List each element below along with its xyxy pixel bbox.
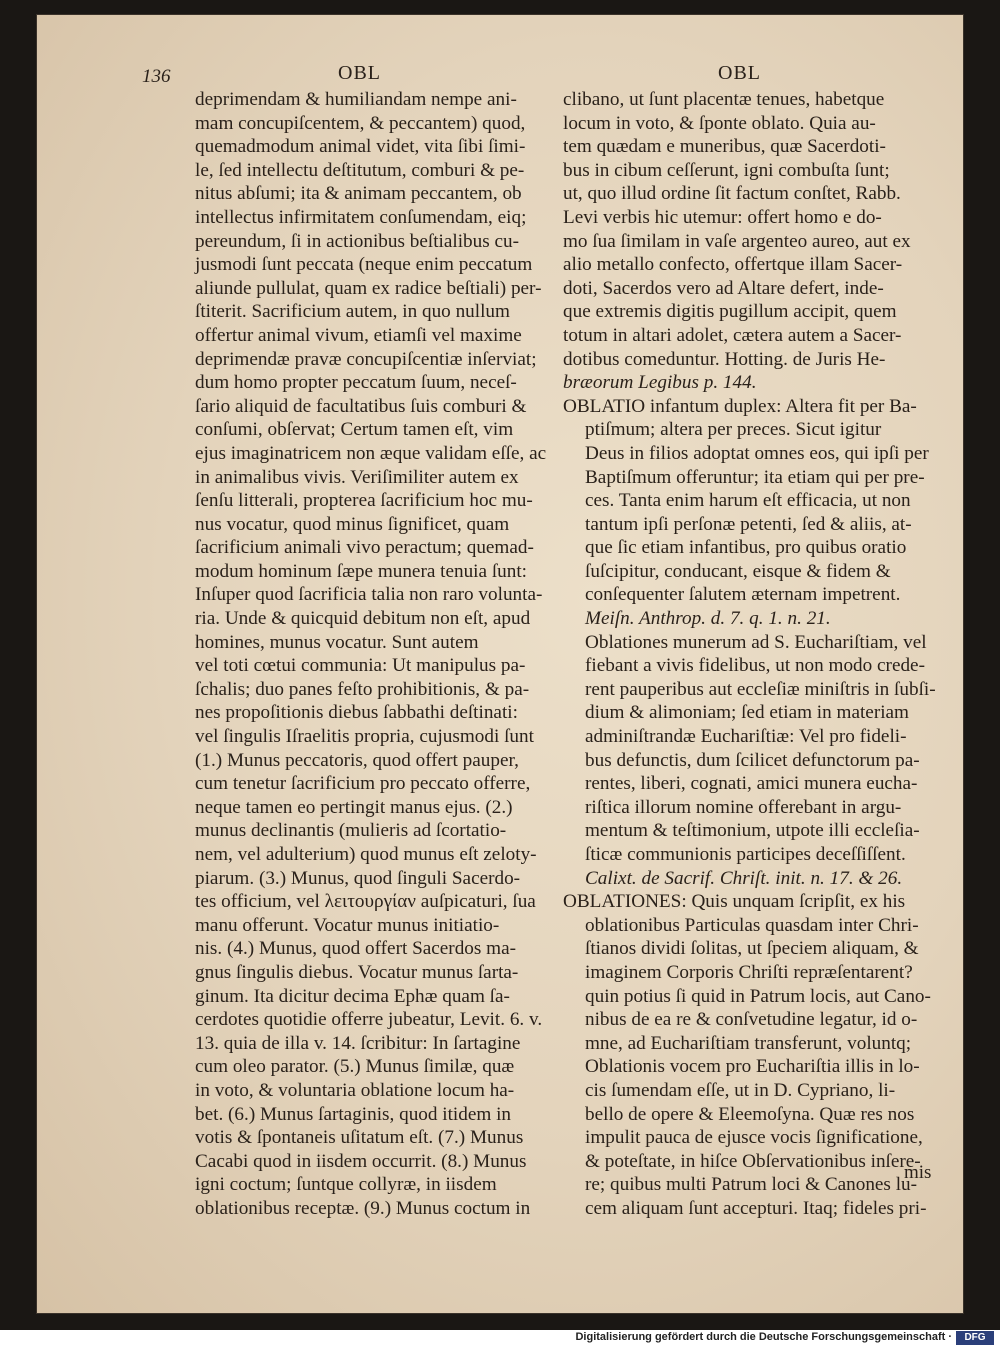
text-line: quemadmodum animal videt, vita ſibi ſimi- — [195, 136, 526, 158]
entry-heading-line: OBLATIONES: Quis unquam ſcripſit, ex his — [563, 891, 906, 913]
text-line: conſequenter ſalutem æternam impetrent. — [585, 584, 901, 606]
text-line: Levi verbis hic utemur: offert homo e do- — [563, 206, 882, 228]
text-line: bello de opere & Eleemoſyna. Quæ res nos — [585, 1103, 915, 1125]
text-line: bus defunctis, dum ſcilicet defunctorum pa- — [585, 749, 920, 771]
text-line: ut, quo illud ordine ſit factum conſtet, Rabb. — [563, 183, 901, 205]
right-text-column — [563, 88, 949, 1221]
text-line: Meiſn. Anthrop. d. 7. q. 1. n. 21. — [585, 608, 831, 630]
text-line: offertur animal vivum, etiamſi vel maxime — [195, 324, 522, 346]
running-head-right: OBL — [718, 62, 761, 84]
text-line: que ſic etiam infantibus, pro quibus oratio — [585, 537, 907, 559]
dfg-logo: DFG — [956, 1331, 994, 1345]
text-line: cum oleo parator. (5.) Munus ſimilæ, quæ — [195, 1056, 515, 1078]
text-line: ſenſu litterali, propterea ſacrificium hoc mu- — [195, 490, 533, 512]
text-line: Calixt. de Sacrif. Chriſt. init. n. 17. & 26. — [585, 867, 903, 889]
text-line: ginum. Ita dicitur decima Ephæ quam ſa- — [195, 985, 510, 1007]
catchword: mis — [904, 1162, 932, 1183]
text-line: tantum ipſi perſonæ petenti, ſed & aliis, at- — [585, 513, 912, 535]
text-line: ſchalis; duo panes feſto prohibitionis, & pa- — [195, 678, 530, 700]
text-line: (1.) Munus peccatoris, quod offert pauper, — [195, 749, 519, 771]
text-line: dum homo propter peccatum ſuum, neceſ- — [195, 372, 517, 394]
text-line: conſumi, obſervat; Certum tamen eſt, vim — [195, 419, 514, 441]
text-line: nus vocatur, quod minus ſignificet, quam — [195, 513, 510, 535]
entry-heading-line: OBLATIO infantum duplex: Altera fit per Ba- — [563, 395, 917, 417]
text-line: aliunde pullulat, quam ex radice beſtiali) per- — [195, 277, 542, 299]
text-line: nem, vel adulterium) quod munus eſt zeloty- — [195, 844, 537, 865]
text-line: re; quibus multi Patrum loci & Canones lu- — [585, 1174, 918, 1196]
text-line: clibano, ut ſunt placentæ tenues, habetque — [563, 89, 885, 110]
text-line: tes officium, vel λειτουργίαν auſpicaturi, ſua — [195, 891, 536, 913]
text-line: ſtianos dividi ſolitas, ut ſpeciem aliquam, & — [585, 938, 919, 960]
text-line: ſticæ communionis participes deceſſiſſent. — [585, 844, 906, 865]
text-line: in voto, & voluntaria oblatione locum ha- — [195, 1079, 515, 1101]
text-line: dium & alimoniam; ſed etiam in materiam — [585, 702, 909, 724]
text-line: Cacabi quod in iisdem occurrit. (8.) Munus — [195, 1150, 527, 1172]
text-line: cum tenetur ſacrificium pro peccato offerre, — [195, 773, 531, 795]
left-text-column — [195, 88, 551, 1221]
text-line: mo ſua ſimilam in vaſe argenteo aureo, aut ex — [563, 230, 911, 252]
text-line: igni coctum; ſuntque collyræ, in iisdem — [195, 1174, 497, 1196]
text-line: & poteſtate, in hiſce Obſervationibus inſere- — [585, 1150, 921, 1172]
text-line: ſacrificium animali vivo peractum; quemad- — [195, 537, 534, 559]
text-line: manu offerunt. Vocatur munus initiatio- — [195, 914, 500, 936]
text-line: dotibus comeduntur. Hotting. de Juris He- — [563, 348, 886, 370]
text-line: gnus ſingulis diebus. Vocatur munus ſarta- — [195, 961, 519, 983]
text-line: ſtiterit. Sacrificium autem, in quo nullum — [195, 301, 510, 323]
text-line: mne, ad Euchariſtiam transferunt, voluntq; — [585, 1032, 912, 1054]
text-line: rentes, liberi, cognati, amici munera eucha- — [585, 773, 918, 795]
text-line: ſario aliquid de facultatibus ſuis comburi & — [195, 395, 527, 417]
text-line: mam concupiſcentem, & peccantem) quod, — [195, 112, 526, 134]
text-line: deprimendæ pravæ concupiſcentiæ inſerviat; — [195, 348, 537, 370]
text-line: locum in voto, & ſponte oblato. Quia au- — [563, 112, 876, 134]
footer-credit: Digitalisierung gefördert durch die Deutsche Forschungsgemeinschaft · — [575, 1331, 952, 1343]
text-line: riſtica illorum nomine offerebant in argu- — [585, 796, 902, 818]
text-line: rent pauperibus aut eccleſiæ miniſtris in ſubſi- — [585, 678, 936, 700]
running-head-left: OBL — [338, 62, 381, 84]
text-line: le, ſed intellectu deſtitutum, comburi & pe- — [195, 159, 525, 181]
text-line: que extremis digitis pugillum accipit, quem — [563, 301, 897, 323]
text-line: ejus imaginatricem non æque validam eſſe, ac — [195, 442, 547, 464]
text-line: vel ſingulis Iſraelitis propria, cujusmodi ſunt — [195, 726, 534, 748]
page-number: 136 — [142, 66, 171, 87]
text-line: impulit pauca de ejusce vocis ſignificatione, — [585, 1127, 923, 1149]
text-line: ſuſcipitur, conducant, eisque & fidem & — [585, 560, 891, 582]
text-line: Oblationes munerum ad S. Euchariſtiam, vel — [585, 631, 927, 653]
text-line: bet. (6.) Munus ſartaginis, quod itidem in — [195, 1103, 512, 1125]
text-line: alio metallo confecto, offertque illam Sacer- — [563, 254, 903, 276]
text-line: quin potius ſi quid in Patrum locis, aut Cano- — [585, 985, 931, 1007]
text-line: ptiſmum; altera per preces. Sicut igitur — [585, 419, 882, 441]
text-line: piarum. (3.) Munus, quod ſinguli Sacerdo- — [195, 867, 521, 889]
text-line: bræorum Legibus p. 144. — [563, 372, 757, 394]
text-line: fiebant a vivis fidelibus, ut non modo crede- — [585, 655, 925, 677]
text-line: oblationibus Particulas quasdam inter Chri- — [585, 914, 919, 936]
text-line: mentum & teſtimonium, utpote illi eccleſia- — [585, 820, 920, 842]
text-line: Baptiſmum offeruntur; ita etiam qui per pre- — [585, 466, 925, 488]
text-line: nibus de ea re & conſvetudine legatur, id o- — [585, 1009, 918, 1031]
text-line: vel toti cœtui communia: Ut manipulus pa- — [195, 655, 526, 677]
text-line: Oblationis vocem pro Euchariſtia illis in lo- — [585, 1056, 920, 1078]
text-line: Deus in filios adoptat omnes eos, qui ipſi per — [585, 442, 929, 464]
text-line: oblationibus receptæ. (9.) Munus coctum in — [195, 1197, 531, 1219]
text-line: deprimendam & humiliandam nempe ani- — [195, 89, 517, 110]
text-line: jusmodi ſunt peccata (neque enim peccatum — [195, 254, 533, 276]
text-line: bus in cibum ceſſerunt, igni combuſta ſunt; — [563, 159, 890, 181]
text-line: ria. Unde & quicquid debitum non eſt, apud — [195, 608, 531, 630]
text-line: cem aliquam ſunt accepturi. Itaq; fideles pri- — [585, 1197, 927, 1219]
text-line: homines, munus vocatur. Sunt autem — [195, 631, 479, 653]
text-line: tem quædam e muneribus, quæ Sacerdoti- — [563, 136, 886, 158]
text-line: modum hominum ſæpe munera tenuia ſunt: — [195, 560, 528, 582]
text-line: munus declinantis (mulieris ad ſcortatio- — [195, 820, 507, 842]
text-line: Inſuper quod ſacrificia talia non raro volunta- — [195, 584, 543, 606]
text-line: intellectus infirmitatem conſumendam, eiq; — [195, 206, 527, 228]
text-line: doti, Sacerdos vero ad Altare defert, inde- — [563, 277, 884, 299]
text-line: pereundum, ſi in actionibus beſtialibus cu- — [195, 230, 519, 252]
text-line: in animalibus vivis. Veriſimiliter autem ex — [195, 466, 519, 488]
text-line: nis. (4.) Munus, quod offert Sacerdos ma- — [195, 938, 516, 960]
text-line: votis & ſpontaneis uſitatum eſt. (7.) Munus — [195, 1127, 524, 1149]
text-line: cerdotes quotidie offerre jubeatur, Levit. 6. v. — [195, 1009, 543, 1031]
text-line: nes propoſitionis diebus ſabbathi deſtinati: — [195, 702, 518, 724]
text-line: totum in altari adolet, cætera autem a Sacer- — [563, 324, 902, 346]
text-line: nitus abſumi; ita & animam peccantem, ob — [195, 183, 522, 205]
text-line: imaginem Corporis Chriſti repræſentarent? — [585, 961, 913, 983]
text-line: adminiſtrandæ Euchariſtiæ: Vel pro fideli- — [585, 726, 907, 748]
text-line: cis ſumendam eſſe, ut in D. Cypriano, li- — [585, 1079, 896, 1101]
text-line: ces. Tanta enim harum eſt efficacia, ut non — [585, 490, 911, 512]
text-line: neque tamen eo pertingit manus ejus. (2.) — [195, 796, 513, 818]
text-line: 13. quia de illa v. 14. ſcribitur: In ſartagine — [195, 1032, 521, 1054]
